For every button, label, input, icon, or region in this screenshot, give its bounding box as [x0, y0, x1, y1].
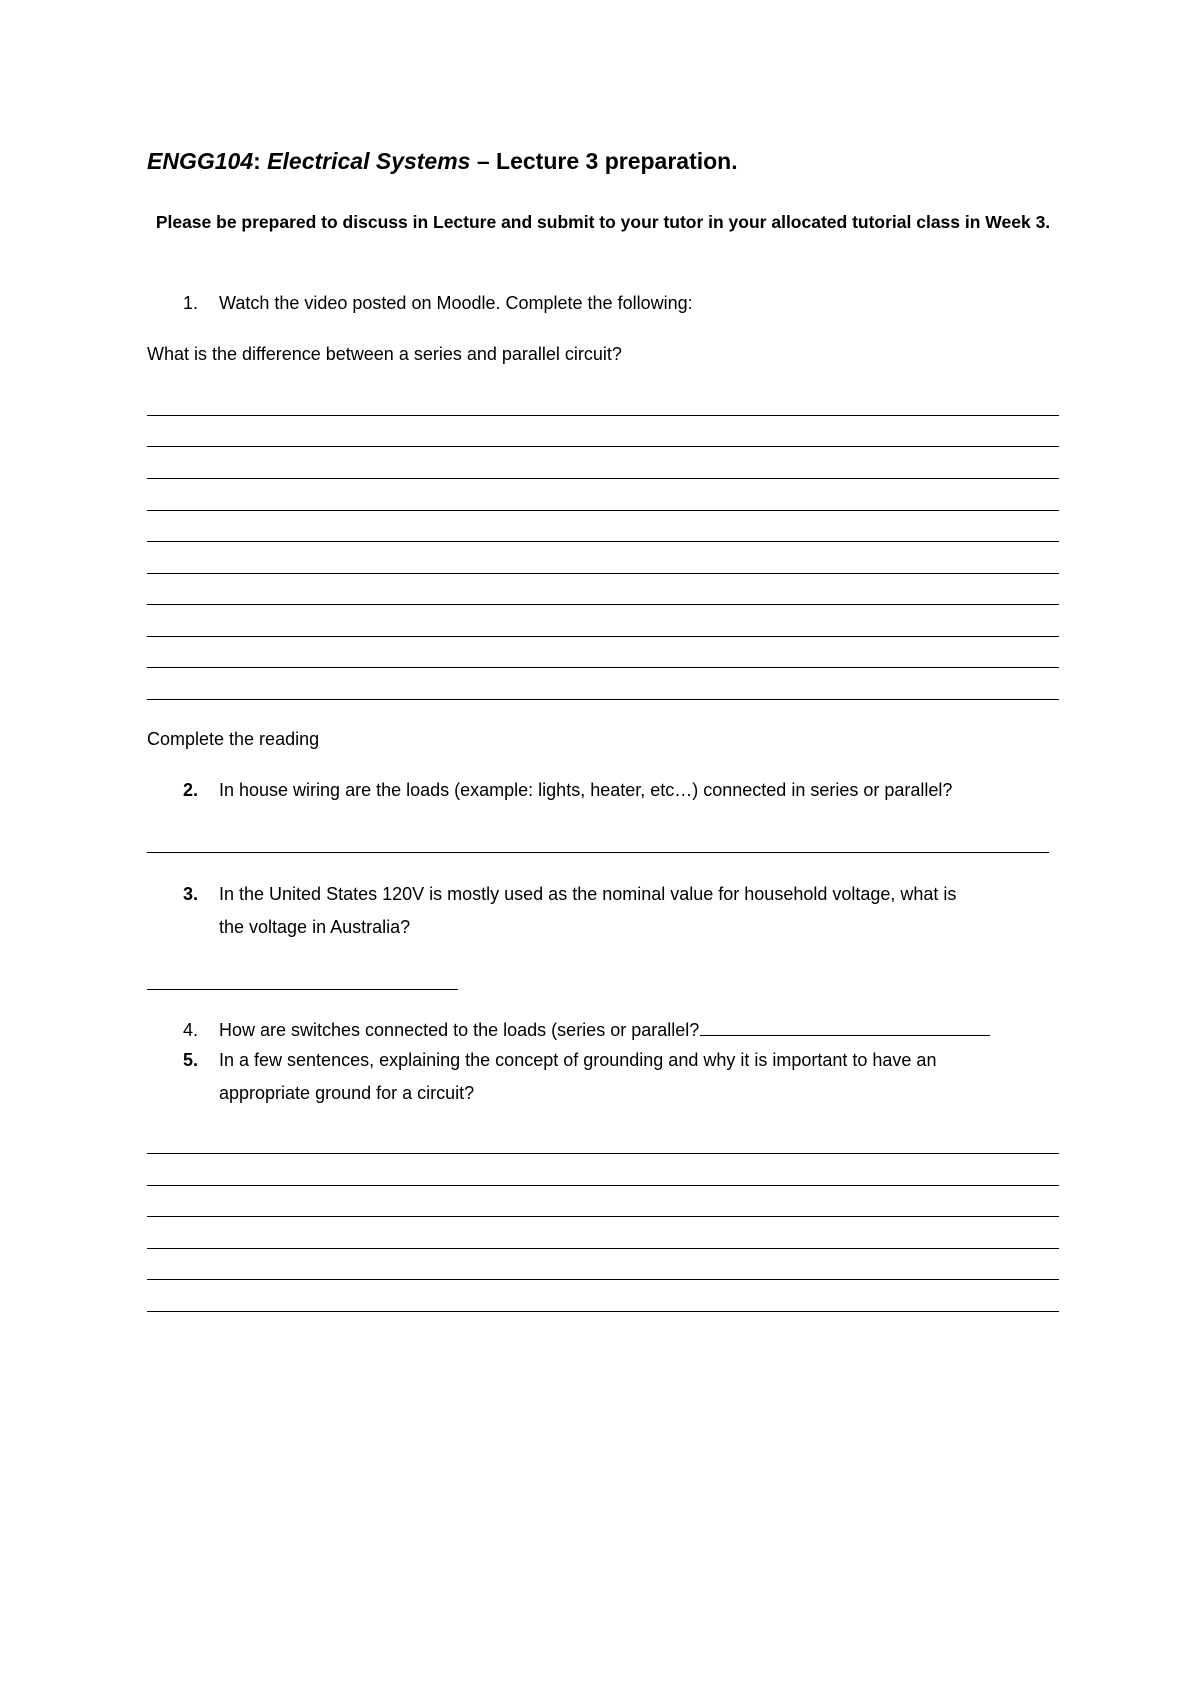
title-dash: –	[470, 148, 497, 174]
answer-line[interactable]	[147, 1248, 1059, 1249]
question-1-number: 1.	[183, 293, 199, 313]
sub-question: What is the difference between a series and parallel circuit?	[147, 344, 622, 364]
answer-line[interactable]	[147, 1185, 1059, 1186]
answer-line[interactable]	[147, 446, 1059, 447]
answer-line[interactable]	[147, 699, 1059, 700]
question-5-text-line1: In a few sentences, explaining the concept of grounding and why it is important to have an	[219, 1050, 937, 1070]
answer-line[interactable]	[147, 541, 1059, 542]
instructions: Please be prepared to discuss in Lecture and submit to your tutor in your allocated tutorial class in Week 3.	[155, 212, 1051, 232]
question-4-number: 4.	[183, 1020, 199, 1040]
answer-line[interactable]	[147, 415, 1059, 416]
question-2-number: 2.	[183, 780, 199, 800]
question-4-label: How are switches connected to the loads (series or parallel?	[219, 1020, 700, 1040]
answer-line[interactable]	[147, 1216, 1059, 1217]
title-rest: Lecture 3 preparation.	[496, 148, 738, 174]
question-5-text-line2: appropriate ground for a circuit?	[219, 1083, 475, 1103]
question-3-text-line2: the voltage in Australia?	[219, 917, 411, 937]
answer-line[interactable]	[147, 478, 1059, 479]
question-5-number: 5.	[183, 1050, 199, 1070]
title-separator: :	[253, 148, 261, 174]
answer-line[interactable]	[147, 604, 1059, 605]
course-subject: Electrical Systems	[267, 148, 471, 174]
answer-line[interactable]	[147, 989, 458, 990]
answer-line[interactable]	[147, 1279, 1059, 1280]
answer-line[interactable]	[700, 1021, 990, 1036]
answer-line[interactable]	[147, 1311, 1059, 1312]
question-2-text: In house wiring are the loads (example: lights, heater, etc…) connected in series or parallel?	[219, 780, 953, 800]
reading-note: Complete the reading	[147, 729, 320, 749]
question-3-text-line1: In the United States 120V is mostly used as the nominal value for household voltage, what is	[219, 884, 957, 904]
answer-line[interactable]	[147, 636, 1059, 637]
question-4-text	[219, 1020, 990, 1041]
answer-line[interactable]	[147, 852, 1049, 853]
answer-line[interactable]	[147, 667, 1059, 668]
answer-line[interactable]	[147, 510, 1059, 511]
answer-line[interactable]	[147, 1153, 1059, 1154]
question-1-text: Watch the video posted on Moodle. Complete the following:	[219, 293, 693, 313]
answer-line[interactable]	[147, 573, 1059, 574]
question-3-number: 3.	[183, 884, 199, 904]
page-title	[147, 148, 738, 175]
course-code: ENGG104	[147, 148, 254, 174]
